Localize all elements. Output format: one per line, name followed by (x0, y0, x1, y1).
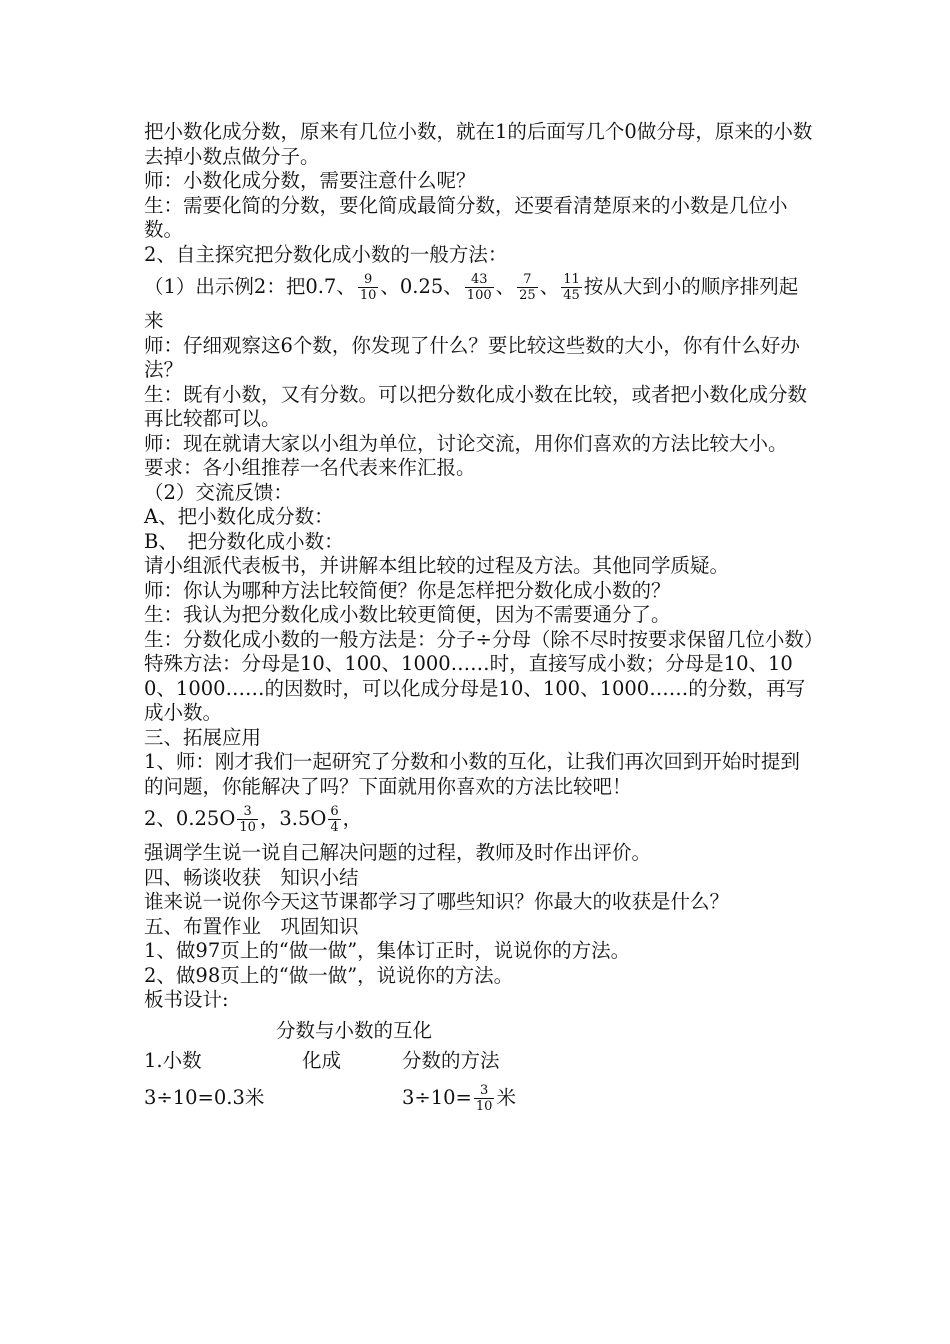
example-2-suffix-a: 按从大到小的顺序排列起 (583, 275, 799, 298)
teacher-question-1: 师：小数化成分数，需要注意什么呢？ (144, 169, 476, 192)
general-method-line: 生：分数化成小数的一般方法是：分子÷分母（除不尽时按要求保留几位小数） (144, 627, 824, 651)
evaluation-line: 强调学生说一说自己解决问题的过程，教师及时作出评价。 (144, 841, 652, 864)
example-2-suffix-b: 来 (144, 309, 164, 332)
board-col-decimal: 1.小数 (144, 1049, 202, 1072)
summary-question: 谁来说一说你今天这节课都学习了哪些知识？你最大的收获是什么？ (144, 890, 730, 913)
student-answer-1: 生：需要化简的分数，要化简成最简分数，还要看清楚原来的小数是几位小数。 (144, 193, 788, 241)
paragraph-decimal-to-fraction-rule: 把小数化成分数，原来有几位小数，就在1的后面写几个0做分母，原来的小数去掉小数点做分子。 (144, 120, 813, 168)
requirement-line: 要求：各小组推荐一名代表来作汇报。 (144, 456, 476, 479)
fraction-43-100: $\frac{43}{100}$ (466, 272, 492, 303)
special-method-paragraph: 特殊方法：分母是10、100、1000……时，直接写成小数；分母是10、100、1000……的因数时，可以化成分母是10、100、1000……的分数，再写成小数。 (144, 652, 806, 724)
item-a: A、把小数化成分数： (144, 505, 334, 528)
extension-question: 1、师：刚才我们一起研究了分数和小数的互化，让我们再次回到开始时提到的问题，你能解决了吗？下面就用你喜欢的方法比较吧！ (144, 750, 800, 798)
board-example-row: 3÷10=0.3米 3÷10= $\frac{3}{10}$ 米 (144, 1078, 814, 1120)
homework-2: 2、做98页上的“做一做”，说说你的方法。 (144, 963, 514, 987)
example-2-prefix: （1）出示例2：把0.7、 (144, 275, 356, 298)
document-body (144, 120, 824, 1120)
fraction-3-10: $\frac{3}{10}$ (239, 804, 256, 835)
fraction-7-25: $\frac{7}{25}$ (519, 272, 536, 303)
exchange-feedback-heading: （2）交流反馈： (144, 480, 293, 504)
section-4-heading: 四、畅谈收获 知识小结 (144, 865, 359, 889)
board-left-expression: 3÷10=0.3米 (144, 1085, 265, 1109)
board-design-label: 板书设计: (144, 988, 229, 1011)
fraction-6-4: $\frac{6}{4}$ (330, 804, 339, 835)
section-3-heading: 三、拓展应用 (144, 725, 262, 749)
fraction-11-45: $\frac{11}{45}$ (563, 272, 580, 303)
teacher-question-3: 师：你认为哪种方法比较简便？你是怎样把分数化成小数的？ (144, 578, 671, 602)
student-answer-3: 生：我认为把分数化成小数比较更简便，因为不需要通分了。 (144, 603, 671, 626)
student-answer-2: 生：既有小数，又有分数。可以把分数化成小数在比较，或者把小数化成分数再比较都可以。 (144, 382, 808, 430)
compare-exercise-line: 2、0.25O $\frac{3}{10}$ ，3.5O $\frac{6}{4}$ ， (144, 804, 363, 835)
board-header-row (144, 1049, 814, 1074)
fraction-9-10: $\frac{9}{10}$ (359, 272, 377, 303)
teacher-instruction: 师：现在就请大家以小组为单位，讨论交流，用你们喜欢的方法比较大小。 (144, 431, 788, 455)
teacher-question-2: 师：仔细观察这6个数，你发现了什么？要比较这些数的大小，你有什么好办法？ (144, 333, 800, 381)
group-report-line: 请小组派代表板书，并讲解本组比较的过程及方法。其他同学质疑。 (144, 554, 730, 577)
board-fraction-3-10: $\frac{3}{10}$ (475, 1082, 493, 1114)
section-explore-heading: 2、自主探究把分数化成小数的一般方法： (144, 242, 508, 266)
board-title: 分数与小数的互化 (276, 1018, 433, 1042)
homework-1: 1、做97页上的“做一做”，集体订正时，说说你的方法。 (144, 939, 631, 962)
section-5-heading: 五、布置作业 巩固知识 (144, 914, 359, 938)
board-col-method: 分数的方法 (402, 1049, 500, 1072)
board-col-convert: 化成 (302, 1049, 342, 1072)
item-b: B、 把分数化成小数： (144, 529, 344, 553)
example-2-line: （1）出示例2：把0.7、 $\frac{9}{10}$ 、0.25、 $\frac{43}{100}$ 、 $\frac{7}{25}$ 、 $\frac{11}{45}$ 按从大到小的顺序排列起 (144, 272, 799, 303)
